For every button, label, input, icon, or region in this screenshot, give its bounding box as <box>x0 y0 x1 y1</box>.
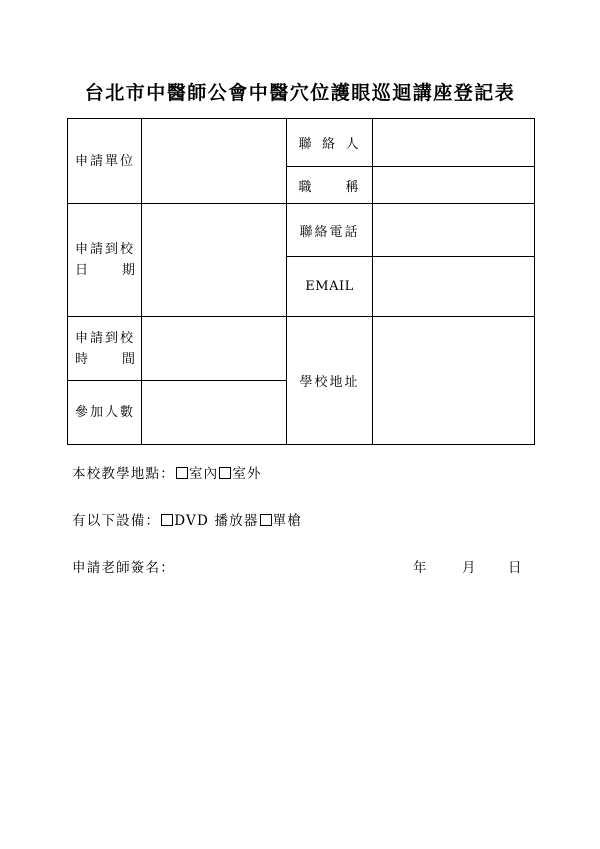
applicant-unit-input[interactable] <box>142 119 287 204</box>
school-address-label: 學校地址 <box>287 317 373 445</box>
projector-checkbox[interactable] <box>260 514 272 526</box>
signature-day-label: 日 <box>508 560 522 576</box>
indoor-option-label: 室內 <box>188 466 219 482</box>
teaching-location-label: 本校教學地點： <box>72 466 175 482</box>
visit-time-label: 申請到校 時 間 <box>68 317 142 381</box>
job-title-input[interactable] <box>373 167 535 204</box>
email-label: EMAIL <box>287 257 373 317</box>
contact-person-input[interactable] <box>373 119 535 167</box>
visit-time-input[interactable] <box>142 317 287 381</box>
signature-label: 申請老師簽名： <box>72 560 175 576</box>
outdoor-option-label: 室外 <box>232 466 262 482</box>
indoor-checkbox[interactable] <box>176 467 188 479</box>
job-title-label: 職 稱 <box>287 167 373 204</box>
contact-person-label: 聯 絡 人 <box>287 119 373 167</box>
email-input[interactable] <box>373 257 535 317</box>
participants-label: 參加人數 <box>68 381 142 445</box>
visit-date-label: 申請到校 日 期 <box>68 204 142 317</box>
dvd-player-option-label: DVD 播放器 <box>174 513 259 529</box>
contact-phone-label: 聯絡電話 <box>287 204 373 257</box>
registration-table <box>67 118 535 445</box>
signature-month-label: 月 <box>462 560 476 576</box>
equipment-label: 有以下設備： <box>72 513 161 529</box>
applicant-unit-label: 申請單位 <box>68 119 142 204</box>
contact-phone-input[interactable] <box>373 204 535 257</box>
page-title: 台北市中醫師公會中醫穴位護眼巡迴講座登記表 <box>84 82 516 104</box>
teaching-location-line <box>72 462 262 482</box>
dvd-player-checkbox[interactable] <box>161 514 173 526</box>
outdoor-checkbox[interactable] <box>219 467 231 479</box>
visit-date-input[interactable] <box>142 204 287 317</box>
equipment-line <box>72 509 302 529</box>
projector-option-label: 單槍 <box>272 513 302 529</box>
school-address-input[interactable] <box>373 317 535 445</box>
signature-year-label: 年 <box>413 560 427 576</box>
participants-input[interactable] <box>142 381 287 445</box>
